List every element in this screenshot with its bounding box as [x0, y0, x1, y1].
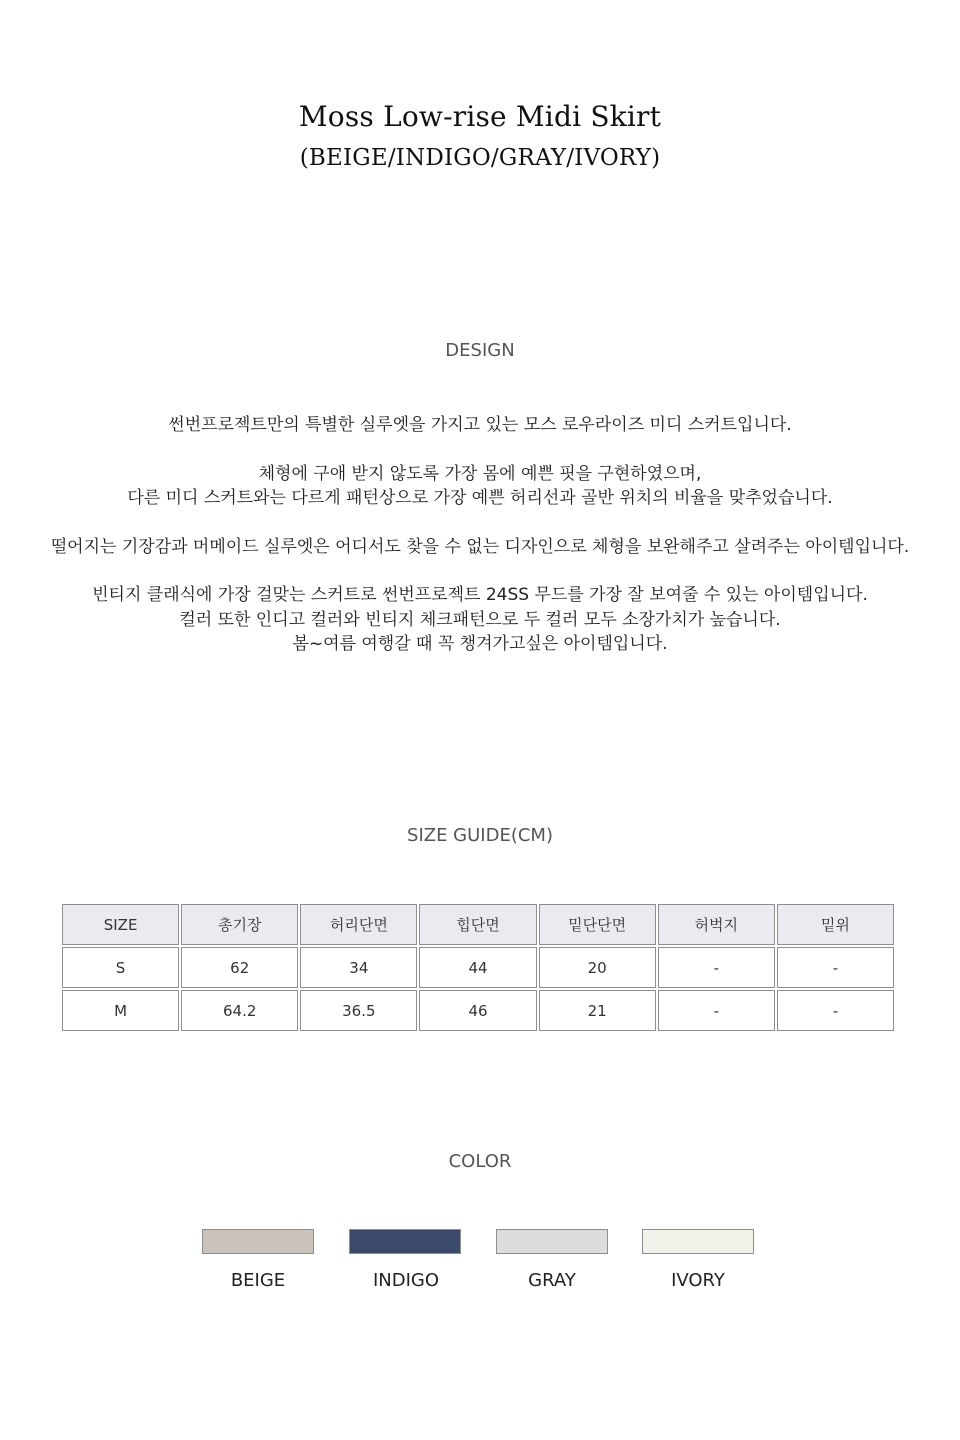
table-cell: 34 [300, 947, 417, 988]
header-cell-hem: 밑단단면 [539, 904, 656, 945]
table-cell: S [62, 947, 179, 988]
table-cell: - [658, 990, 775, 1031]
design-line: 체형에 구애 받지 않도록 가장 몸에 예쁜 핏을 구현하였으며, [258, 463, 702, 484]
table-cell: 21 [539, 990, 656, 1031]
design-line: 떨어지는 기장감과 머메이드 실루엣은 어디서도 찾을 수 없는 디자인으로 체형을 보완해주고 살려주는 아이템입니다. [50, 536, 910, 557]
size-guide-heading: SIZE GUIDE(CM) [407, 825, 553, 846]
color-label-beige: BEIGE [230, 1270, 286, 1291]
color-swatch-gray [496, 1229, 608, 1254]
header-cell-size: SIZE [62, 904, 179, 945]
design-paragraph [0, 462, 960, 511]
table-cell: - [777, 990, 894, 1031]
product-title: Moss Low-rise Midi Skirt [298, 100, 662, 133]
header-cell-thigh: 허벅지 [658, 904, 775, 945]
product-color-options: (BEIGE/INDIGO/GRAY/IVORY) [299, 145, 661, 171]
table-cell: 62 [181, 947, 298, 988]
header-cell-waist: 허리단면 [300, 904, 417, 945]
design-line: 다른 미디 스커트와는 다르게 패턴상으로 가장 예쁜 허리선과 골반 위치의 비율을 맞추었습니다. [127, 488, 833, 508]
table-row [62, 990, 894, 1031]
header-cell-rise: 밑위 [777, 904, 894, 945]
table-cell: - [658, 947, 775, 988]
color-label-gray: GRAY [528, 1270, 576, 1291]
color-swatch-beige [202, 1229, 314, 1254]
table-row [62, 947, 894, 988]
design-paragraph [0, 583, 960, 657]
design-heading: DESIGN [445, 340, 515, 361]
table-cell: 36.5 [300, 990, 417, 1031]
table-cell: 20 [539, 947, 656, 988]
table-cell: 46 [419, 990, 536, 1031]
design-description [0, 413, 960, 681]
design-line: 컬러 또한 인디고 컬러와 빈티지 체크패턴으로 두 컬러 모두 소장가치가 높습니다. [179, 609, 781, 630]
color-heading: COLOR [448, 1151, 512, 1172]
color-label-indigo: INDIGO [372, 1270, 440, 1291]
header-cell-hip: 힙단면 [419, 904, 536, 945]
table-cell: 64.2 [181, 990, 298, 1031]
color-label-ivory: IVORY [671, 1270, 725, 1291]
design-line: 봄~여름 여행갈 때 꼭 챙겨가고싶은 아이템입니다. [292, 634, 668, 654]
color-swatch-indigo [349, 1229, 461, 1254]
table-cell: M [62, 990, 179, 1031]
color-swatch-ivory [642, 1229, 754, 1254]
header-cell-total-length: 총기장 [181, 904, 298, 945]
table-header-row [62, 904, 894, 945]
design-paragraph [0, 535, 960, 560]
table-cell: - [777, 947, 894, 988]
table-cell: 44 [419, 947, 536, 988]
design-line: 빈티지 클래식에 가장 걸맞는 스커트로 썬번프로젝트 24SS 무드를 가장 잘 보여줄 수 있는 아이템입니다. [92, 585, 868, 605]
size-guide-table [60, 902, 896, 1033]
design-paragraph [0, 413, 960, 438]
design-line: 썬번프로젝트만의 특별한 실루엣을 가지고 있는 모스 로우라이즈 미디 스커트입니다. [168, 415, 792, 435]
